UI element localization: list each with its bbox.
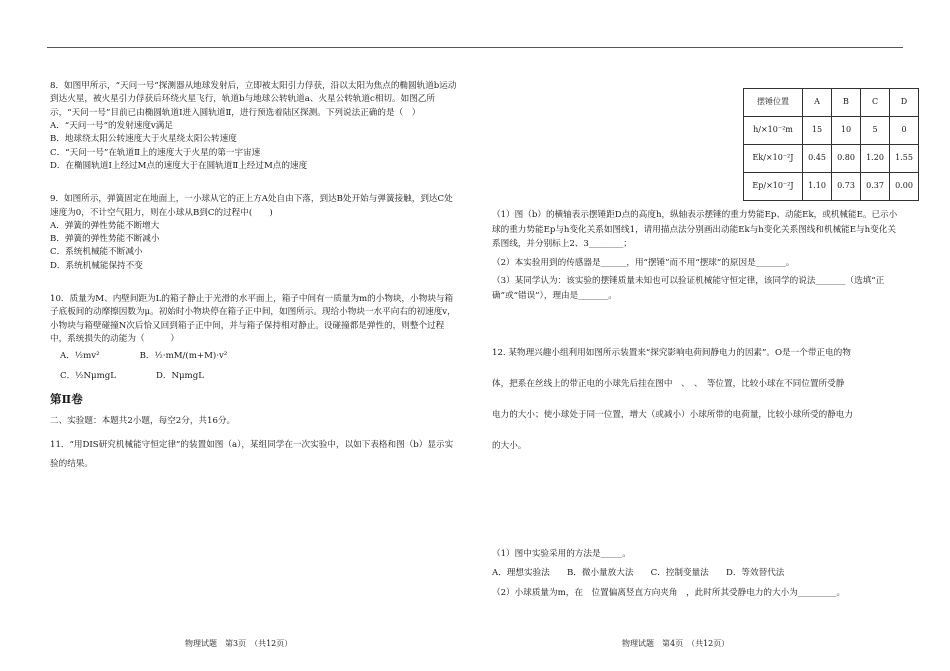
table-cell: h/×10⁻²m	[744, 117, 803, 145]
question-9-option-c: C．系统机械能不断减小	[50, 247, 143, 258]
left-page	[50, 80, 460, 474]
results-table	[743, 88, 919, 201]
table-cell: 15	[803, 117, 832, 145]
question-8	[50, 80, 460, 173]
table-cell: 0	[890, 117, 919, 145]
table-header-row	[744, 89, 919, 117]
table-cell: Ek/×10⁻²J	[744, 145, 803, 173]
question-9-option-a: A．弹簧的弹性势能不断增大	[50, 220, 160, 231]
question-12-line: 电力的大小；使小球处于同一位置，增大（或减小）小球所带的电荷量，比较小球所受的静电力	[492, 410, 853, 421]
table-cell: Ep/×10⁻²J	[744, 173, 803, 201]
question-12-part-2: （2）小球质量为m，在 位置偏离竖直方向夹角 ，此时所其受静电力的大小为_________。	[492, 587, 846, 598]
question-9-option-d: D．系统机械能保持不变	[50, 260, 143, 271]
table-cell: 0.37	[861, 173, 890, 201]
right-page	[492, 208, 902, 600]
table-header-cell: A	[803, 89, 832, 117]
question-10-option-d: D．NμmgL	[155, 370, 204, 381]
question-11-part-2: （2）本实验用到的传感器是______，用“摆锤”而不用“摆球”的原因是_______。	[492, 257, 795, 268]
table-cell: 0.80	[832, 145, 861, 173]
table-cell: 10	[832, 117, 861, 145]
question-8-option-b: B．地球绕太阳公转速度大于火星绕太阳公转速度	[50, 134, 237, 145]
question-10-stem: 10．质量为M、内壁间距为L的箱子静止于光滑的水平面上，箱子中间有一质量为m的小物块，小物块与箱子底板间的动摩擦因数为μ。初始时小物块停在箱子正中间，如图所示。现给小物块一水平向右的初速度v，小物块与箱壁碰撞N次后恰又回到箱子正中间，并与箱子保持相对静止。设碰撞都是弹性的，则整个过程中，系统损失的动能为（ ）	[50, 294, 456, 344]
question-12	[492, 342, 902, 457]
question-8-option-c: C．“天问一号”在轨道Ⅱ上的速度大于火星的第一宇宙速	[50, 147, 261, 158]
table-header-cell: B	[832, 89, 861, 117]
question-10-option-b: B．½·mM/(m+M)·v²	[139, 351, 228, 362]
table-header-cell: C	[861, 89, 890, 117]
question-12-line: 的大小。	[492, 441, 527, 452]
table-row	[744, 117, 919, 145]
question-10	[50, 293, 460, 383]
question-12-part-1-options: A．理想实验法 B．微小量放大法 C．控制变量法 D．等效替代法	[492, 568, 785, 579]
header-rule	[47, 47, 903, 48]
question-9-option-b: B．弹簧的弹性势能不断减小	[50, 234, 160, 245]
table-cell: 1.10	[803, 173, 832, 201]
question-12-line: 体，把系在丝线上的带正电的小球先后挂在图中 、 、 等位置，比较小球在不同位置所受静	[492, 379, 845, 390]
footer-left: 物理试题 第3页 （共12页）	[185, 639, 293, 648]
question-8-stem: 8．如图甲所示，“天问一号”探测器从地球发射后，立即被太阳引力俘获，沿以太阳为焦点的椭圆轨道b运动到达火星，被火星引力俘获后环绕火星飞行，轨道b与地球公转轨道a、火星公转轨道c相切。如图乙所示，“天问一号”目前已由椭圆轨道Ⅰ进入圆轨道Ⅱ，进行预选着陆区探测。下列说法正确的是（ ）	[50, 81, 457, 118]
question-11-part-3: （3）某同学认为：该实验的摆锤质量未知也可以验证机械能守恒定律，该同学的说法_______（选填“正确”或“错误”），理由是_______。	[492, 276, 885, 302]
question-10-option-a: A．½mv²	[60, 351, 100, 362]
table-cell: 0.45	[803, 145, 832, 173]
table-cell: 0.73	[832, 173, 861, 201]
question-12-part-1: （1）图中实验采用的方法是_____。	[492, 549, 631, 559]
question-10-option-c: C．½NμmgL	[60, 370, 116, 381]
question-11-part-1: （1）图（b）的横轴表示摆锤距D点的高度h，纵轴表示摆锤的重力势能Ep、动能Ek，或机械能E。已示小球的重力势能Ep与h变化关系如图线1，请用描点法分别画出动能Ek与h变化关系图线和机械能E与h变化关系图线，并分别标上2、3________；	[492, 210, 898, 250]
table-row	[744, 173, 919, 201]
question-11-stem: 11．“用DIS研究机械能守恒定律”的装置如图（a），某组同学在一次实验中，以如下表格和图（b）显示实验的结果。	[50, 440, 454, 469]
table-cell: 1.20	[861, 145, 890, 173]
table-header-cell: 摆锤位置	[744, 89, 803, 117]
table-cell: 5	[861, 117, 890, 145]
question-8-option-d: D．在椭圆轨道Ⅰ上经过M点的速度大于在圆轨道Ⅱ上经过M点的速度	[50, 160, 308, 171]
footer-right: 物理试题 第4页 （共12页）	[622, 639, 730, 648]
table-cell: 1.55	[890, 145, 919, 173]
question-12-line: 12. 某物理兴趣小组利用如图所示装置来“探究影响电荷间静电力的因素”。O是一个带正电的物	[492, 348, 851, 359]
question-9-stem: 9．如图所示，弹簧固定在地面上，一小球从它的正上方A处自由下落，到达B处开始与弹簧接触，到达C处速度为0，不计空气阻力，则在小球从B到C的过程中( )	[50, 194, 453, 218]
section-intro: 二、实验题：本题共2小题，每空2分，共16分。	[50, 415, 236, 426]
question-8-option-a: A．“天问一号”的发射速度v满足	[50, 120, 173, 131]
table-row	[744, 145, 919, 173]
question-9	[50, 193, 460, 273]
table-cell: 0.00	[890, 173, 919, 201]
section-title: 第Ⅱ卷	[50, 391, 83, 406]
table-header-cell: D	[890, 89, 919, 117]
